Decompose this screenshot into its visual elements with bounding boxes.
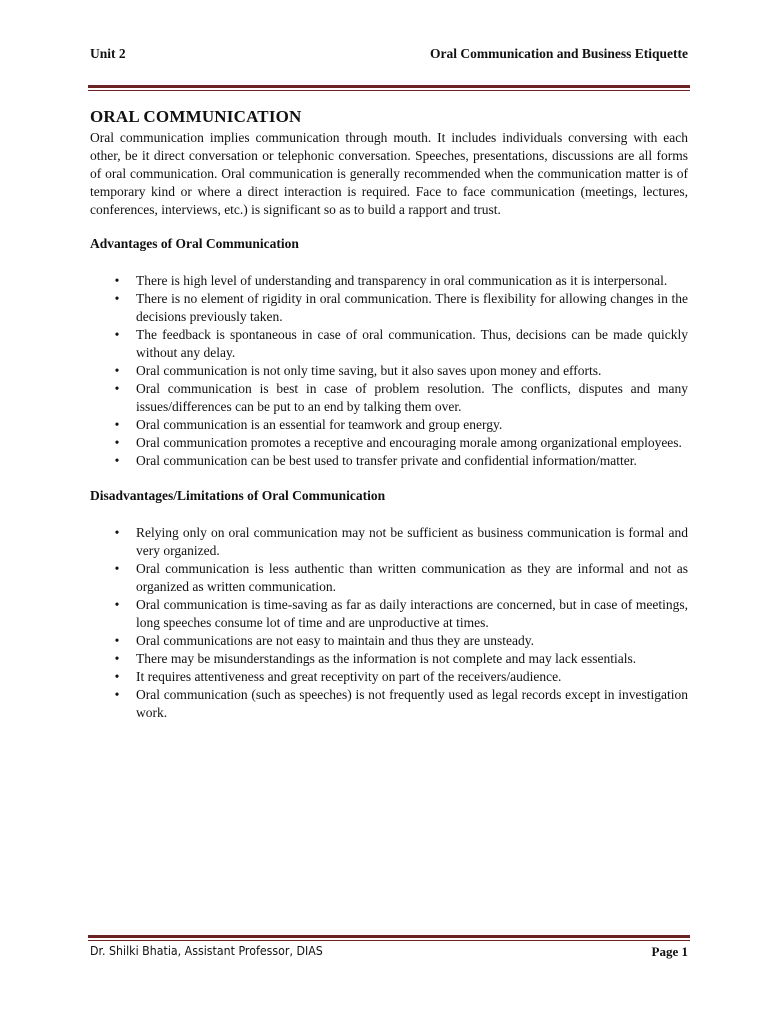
header-unit: Unit 2: [90, 46, 126, 61]
page-footer: [90, 944, 688, 960]
bullet-icon: •: [114, 669, 120, 684]
bullet-icon: •: [114, 597, 120, 612]
disadvantages-heading: Disadvantages/Limitations of Oral Communication: [90, 488, 386, 503]
advantages-list: [90, 272, 688, 470]
page-header: [90, 46, 688, 62]
bullet-icon: •: [114, 651, 120, 666]
list-item: • Oral communication is best in case of problem resolution. The conflicts, disputes and many issues/differences can be put to an end by talking them over.: [90, 380, 688, 416]
list-item: • It requires attentiveness and great receptivity on part of the receivers/audience.: [90, 668, 688, 686]
section-title: ORAL COMMUNICATION: [90, 107, 302, 126]
bullet-icon: •: [114, 291, 120, 306]
footer-author: Dr. Shilki Bhatia, Assistant Professor, DIAS: [90, 944, 323, 958]
bullet-icon: •: [114, 435, 120, 450]
bullet-icon: •: [114, 453, 120, 468]
header-divider: [88, 85, 690, 91]
bullet-icon: •: [114, 687, 120, 702]
header-course-title: Oral Communication and Business Etiquette: [429, 46, 688, 61]
bullet-icon: •: [114, 525, 120, 540]
list-item: • Oral communications are not easy to maintain and thus they are unsteady.: [90, 632, 688, 650]
bullet-icon: •: [114, 417, 120, 432]
bullet-icon: •: [114, 633, 120, 648]
list-item: • Relying only on oral communication may not be sufficient as business communication is formal and very organized.: [90, 524, 688, 560]
bullet-icon: •: [114, 363, 120, 378]
list-item: • Oral communication is not only time saving, but it also saves upon money and efforts.: [90, 362, 688, 380]
bullet-icon: •: [114, 327, 120, 342]
page-number: Page 1: [651, 944, 688, 959]
bullet-icon: •: [114, 273, 120, 288]
footer-divider: [88, 935, 690, 941]
list-item: • There is no element of rigidity in oral communication. There is flexibility for allowing changes in the decisions previously taken.: [90, 290, 688, 326]
bullet-icon: •: [114, 381, 120, 396]
page-content: [90, 106, 688, 722]
list-item: • Oral communication is less authentic than written communication as they are informal and not as organized as written communication.: [90, 560, 688, 596]
intro-paragraph: Oral communication implies communication through mouth. It includes individuals conversing with each other, be it direct conversation or telephonic conversation. Speeches, presentations, discussions are all forms of oral communication. Oral communication is generally recommended when the communication matter is of temporary kind or where a direct interaction is required. Face to face communication (meetings, lectures, conferences, interviews, etc.) is significant so as to build a rapport and trust.: [90, 130, 688, 217]
advantages-heading: Advantages of Oral Communication: [90, 236, 299, 251]
list-item: • There may be misunderstandings as the information is not complete and may lack essentials.: [90, 650, 688, 668]
list-item: • Oral communication is an essential for teamwork and group energy.: [90, 416, 688, 434]
list-item: • Oral communication can be best used to transfer private and confidential information/matter.: [90, 452, 688, 470]
list-item: • Oral communication (such as speeches) is not frequently used as legal records except in investigation work.: [90, 686, 688, 722]
list-item: • Oral communication is time-saving as far as daily interactions are concerned, but in case of meetings, long speeches consume lot of time and are unproductive at times.: [90, 596, 688, 632]
list-item: • Oral communication promotes a receptive and encouraging morale among organizational employees.: [90, 434, 688, 452]
list-item: • There is high level of understanding and transparency in oral communication as it is interpersonal.: [90, 272, 688, 290]
disadvantages-list: [90, 524, 688, 722]
bullet-icon: •: [114, 561, 120, 576]
list-item: • The feedback is spontaneous in case of oral communication. Thus, decisions can be made quickly without any delay.: [90, 326, 688, 362]
